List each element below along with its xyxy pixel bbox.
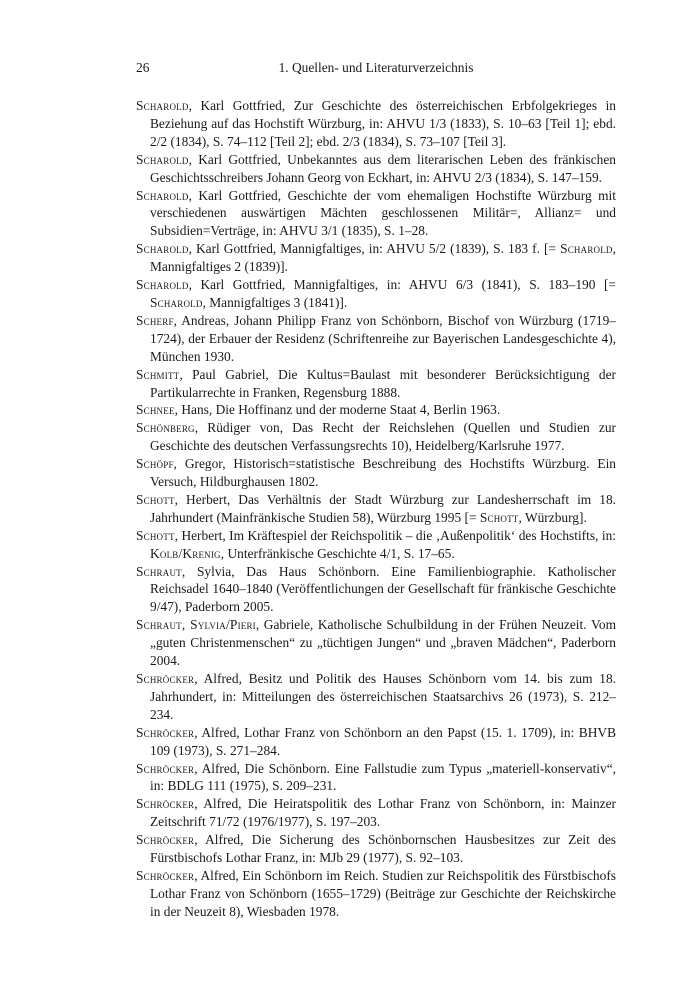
- entry-author: Scharold: [136, 98, 189, 113]
- bibliography-list: [136, 97, 616, 921]
- entry-author: Scherf: [136, 312, 174, 328]
- entry-author: Schnee: [136, 402, 175, 418]
- bibliography-entry: [136, 240, 616, 276]
- entry-author: Scharold: [136, 187, 189, 203]
- bibliography-entry: [136, 455, 616, 491]
- entry-tail: , Mannigfaltiges 3 (1841)].: [202, 294, 348, 310]
- entry-author: Schröcker: [136, 760, 195, 776]
- entry-tail: , Unterfränkische Geschichte 4/1, S. 17–65.: [220, 545, 455, 561]
- entry-text: , Karl Gottfried, Mannigfaltiges, in: AHVU 6/3 (1841), S. 183–190 [=: [188, 277, 616, 293]
- page-number: 26: [136, 60, 150, 75]
- entry-text: , Paul Gabriel, Die Kultus=Baulast mit besonderer Berücksichtigung der Partikularrechte in Franken, Regensburg 1888.: [150, 366, 616, 400]
- bibliography-entry: [136, 276, 616, 312]
- bibliography-entry: [136, 151, 616, 187]
- bibliography-entry: [136, 724, 616, 760]
- bibliography-entry: [136, 760, 616, 796]
- entry-author: Schott: [136, 527, 175, 543]
- entry-text: , Alfred, Die Heiratspolitik des Lothar Franz von Schönborn, in: Mainzer Zeitschrift 71/72 (1976/1977), S. 197–203.: [150, 796, 616, 830]
- entry-author: Schöpf: [136, 456, 174, 472]
- bibliography-entry: [136, 419, 616, 455]
- bibliography-entry: [136, 187, 616, 241]
- entry-text: , Gregor, Historisch=statistische Beschreibung des Hochstifts Würzburg. Ein Versuch, Hildburghausen 1802.: [150, 456, 616, 490]
- entry-text: , Herbert, Das Verhältnis der Stadt Würzburg zur Landesherrschaft im 18. Jahrhundert (Mainfränkische Studien 58), Würzburg 1995 [=: [150, 491, 616, 525]
- bibliography-entry: [136, 867, 616, 921]
- entry-author: Schröcker: [136, 671, 195, 686]
- bibliography-entry: [136, 312, 616, 366]
- running-title: 1. Quellen- und Literaturverzeichnis: [278, 60, 474, 75]
- entry-text: , Karl Gottfried, Unbekanntes aus dem literarischen Leben des fränkischen Geschichtsschreibers Johann Georg von Eckhart, in: AHVU 2/3 (1834), S. 147–159.: [150, 151, 616, 185]
- bibliography-entry: [136, 97, 616, 151]
- entry-author: Schraut, Sylvia/Pieri: [136, 617, 256, 633]
- entry-text: , Alfred, Ein Schönborn im Reich. Studien zur Reichspolitik des Fürstbischofs Lothar Franz von Schönborn (1655–1729) (Beiträge zur Geschichte der Reichskirche in der Neuzeit 8), Wiesbaden 1978.: [150, 867, 616, 919]
- bibliography-entry: [136, 616, 616, 670]
- entry-text: , Alfred, Lothar Franz von Schönborn an den Papst (15. 1. 1709), in: BHVB 109 (1973), S. 271–284.: [150, 724, 616, 758]
- entry-text: , Alfred, Besitz und Politik des Hauses Schönborn vom 14. bis zum 18. Jahrhundert, in: Mitteilungen des österreichischen Staatsarchivs 26 (1973), S. 212–234.: [150, 671, 616, 722]
- entry-text: , Karl Gottfried, Geschichte der vom ehemaligen Hochstifte Würzburg mit verschiedenen auswärtigen Mächten geschlossenen Militär=, Allianz= und Subsidien=Verträge, in: AHVU 3/1 (1835), S. 1–28.: [150, 187, 616, 239]
- entry-text: , Alfred, Die Sicherung des Schönbornschen Hausbesitzes zur Zeit des Fürstbischofs Lothar Franz, in: MJb 29 (1977), S. 92–103.: [150, 832, 616, 866]
- entry-author: Schraut: [136, 563, 182, 579]
- entry-text: , Alfred, Die Schönborn. Eine Fallstudie zum Typus „materiell-konservativ“, in: BDLG 111 (1975), S. 209–231.: [150, 760, 616, 794]
- entry-text: , Sylvia, Das Haus Schönborn. Eine Familienbiographie. Katholischer Reichsadel 1640–1840 (Veröffentlichungen der Gesellschaft für fränkische Geschichte 9/47), Paderborn 2005.: [150, 563, 616, 615]
- bibliography-entry: [136, 795, 616, 831]
- entry-text: , Andreas, Johann Philipp Franz von Schönborn, Bischof von Würzburg (1719–1724), der Erbauer der Residenz (Schriftenreihe zur Bayerischen Landesgeschichte 4), München 1930.: [150, 312, 616, 364]
- entry-author: Schmitt: [136, 366, 180, 382]
- entry-text: , Gabriele, Katholische Schulbildung in der Frühen Neuzeit. Vom „guten Christenmenschen“ zu „tüchtigen Jungen“ und „braven Mädchen“, Paderborn 2004.: [150, 617, 617, 669]
- entry-author: Schönberg: [136, 420, 195, 436]
- bibliography-entry: [136, 831, 616, 867]
- entry-author: Schott: [136, 491, 175, 507]
- bibliography-entry: [136, 491, 616, 527]
- entry-author: Schröcker: [136, 867, 195, 883]
- page-header: [136, 60, 616, 80]
- entry-author: Scharold: [136, 277, 189, 293]
- bibliography-entry: [136, 670, 616, 724]
- entry-tail: , Würzburg].: [518, 509, 587, 525]
- entry-text: , Hans, Die Hoffinanz und der moderne Staat 4, Berlin 1963.: [174, 402, 501, 418]
- entry-text: , Herbert, Im Kräftespiel der Reichspolitik – die ‚Außenpolitik‘ des Hochstifts, in:: [174, 527, 616, 543]
- entry-ref: Scharold: [560, 241, 613, 257]
- bibliography-entry: [136, 563, 616, 617]
- entry-ref: Schott: [479, 509, 519, 525]
- entry-author: Schröcker: [136, 796, 195, 812]
- entry-author: Schröcker: [136, 832, 195, 848]
- entry-text: , Karl Gottfried, Zur Geschichte des österreichischen Erbfolgekrieges in Beziehung auf das Hochstift Würzburg, in: AHVU 1/3 (1833), S. 10–63 [Teil 1]; ebd. 2/2 (1834), S. 74–112 [Teil 2]; ebd. 2/3 (1834), S. 73–107 [Teil 3].: [150, 98, 616, 149]
- bibliography-entry: [136, 527, 616, 563]
- entry-author: Schröcker: [136, 724, 195, 740]
- entry-author: Scharold: [136, 151, 189, 167]
- entry-author: Scharold: [136, 241, 189, 257]
- entry-tail: , Mannigfaltiges 2 (1839)].: [150, 241, 616, 275]
- entry-text: , Karl Gottfried, Mannigfaltiges, in: AHVU 5/2 (1839), S. 183 f. [=: [188, 241, 561, 257]
- entry-text: , Rüdiger von, Das Recht der Reichslehen (Quellen und Studien zur Geschichte des deutschen Verfassungsrechts 10), Heidelberg/Karlsruhe 1977.: [150, 420, 616, 454]
- entry-ref: Kolb/Krenig: [150, 545, 221, 561]
- bibliography-entry: [136, 401, 616, 419]
- entry-ref: Scharold: [150, 294, 203, 310]
- bibliography-entry: [136, 366, 616, 402]
